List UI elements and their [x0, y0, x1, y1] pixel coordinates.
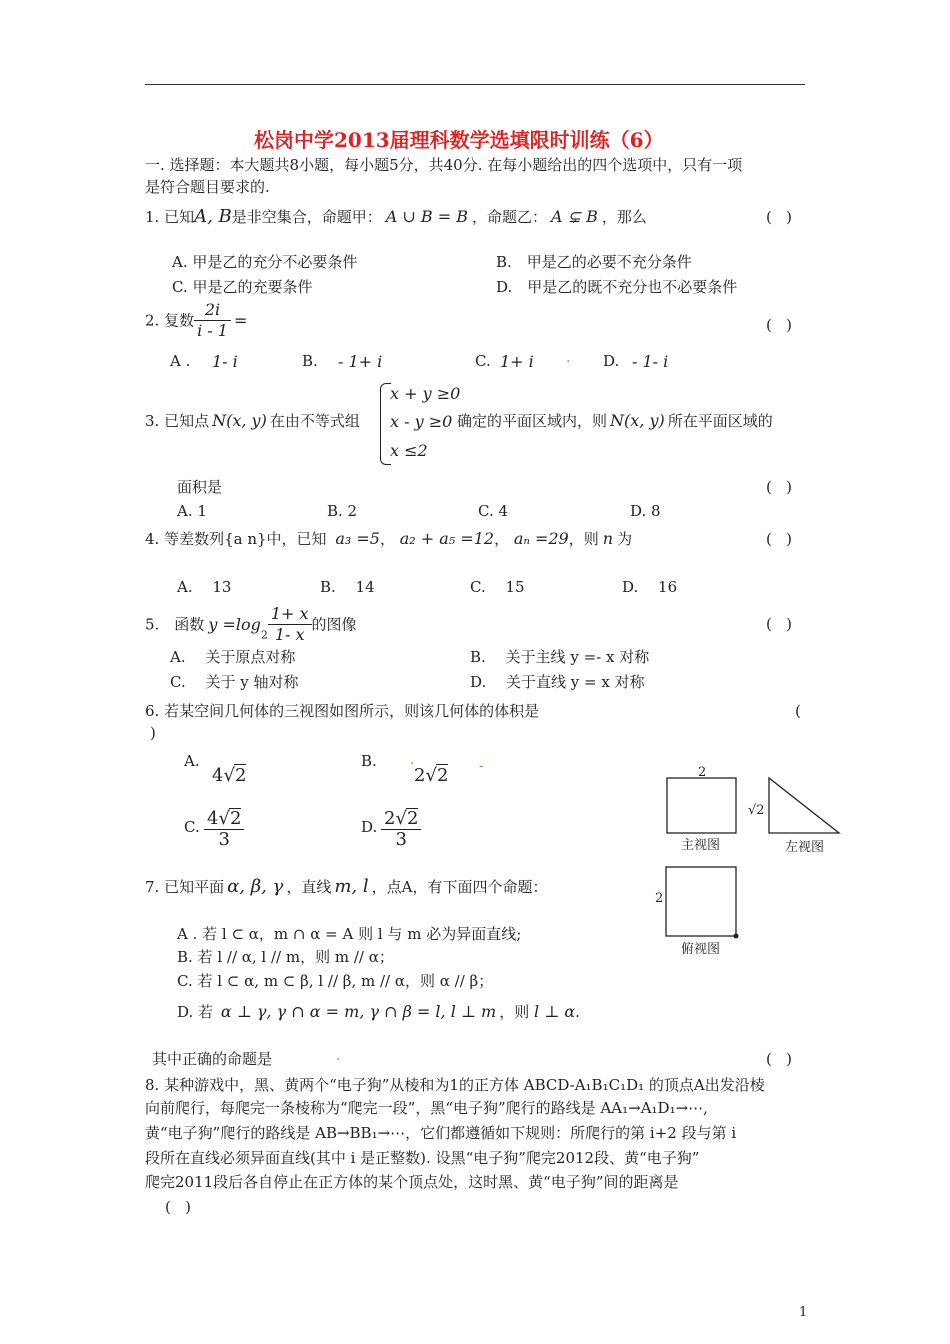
q2-value-c: 1+ i [500, 352, 534, 371]
q2-label-b: B. [302, 352, 318, 370]
q4-option-b: B. 14 [320, 578, 375, 596]
question-1-stem: 1. 已知A, B是非空集合，命题甲： A ∪ B = B ，命题乙： A ⊊ B ，那么 [145, 206, 647, 227]
q7-option-c: C. 若 l ⊂ α, m ⊂ β, l // β, m // α，则 α // β； [177, 972, 494, 990]
front-view-dim: 2 [698, 765, 707, 780]
q6-value-b: 2√2 [414, 765, 449, 786]
q2-label-c: C. [475, 352, 491, 370]
side-view-triangle [769, 778, 839, 833]
page-title: 松岗中学2013届理科数学选填限时训练（6） [254, 128, 664, 152]
q2-label-d: D. [603, 352, 620, 370]
q8-bracket: ( ) [165, 1198, 192, 1216]
q3-option-a: A. 1 [177, 502, 207, 520]
question-2-stem: 2. 复数 $\frac{2i}{i - 1}$ = [145, 300, 248, 340]
q4-option-a: A. 13 [177, 578, 232, 596]
q5-option-c: C. 关于 y 轴对称 [170, 673, 299, 691]
q3-option-d: D. 8 [630, 502, 661, 520]
question-3-stem: 3. 已知点 N(x, y) 在由不等式组 [145, 411, 360, 430]
three-view-figure [640, 760, 850, 960]
stray-dot-c: · [336, 1052, 341, 1068]
top-view-caption: 俯视图 [681, 942, 721, 957]
q6-value-c: $\frac{4√2}{3}$ [204, 808, 244, 850]
stray-dot: · [566, 354, 571, 370]
q6-label-c: C. [184, 818, 200, 836]
q6-bracket-open: ( [795, 702, 801, 720]
question-5-stem: 5. 函数 $y =\log_2$ $\frac{1+ x}{1- x}$ 的图像 [145, 604, 357, 644]
q3-ineq-2: x - y ≥0 [390, 412, 453, 431]
answer-bracket-7: ( ) [766, 1050, 793, 1068]
q2-fraction: $\frac{2i}{i - 1}$ [194, 300, 231, 341]
q8-line-2: 向前爬行，每爬完一条棱称为“爬完一段”，黑“电子狗”爬行的路线是 AA₁→A₁D₁→⋯, [145, 1099, 708, 1117]
q5-option-b: B. 关于主线 y =- x 对称 [470, 648, 650, 666]
answer-bracket-5: ( ) [766, 615, 793, 633]
answer-bracket-2: ( ) [766, 316, 793, 334]
section-intro-line1: 一. 选择题：本大题共8小题，每小题5分，共40分. 在每小题给出的四个选项中，只有一项 [145, 156, 743, 174]
q4-option-d: D. 16 [622, 578, 678, 596]
q1-option-c: C. 甲是乙的充要条件 [172, 278, 313, 296]
front-view-caption: 主视图 [681, 838, 721, 853]
q6-label-a: A. [184, 752, 200, 770]
q6-value-a: 4√2 [212, 765, 247, 786]
answer-bracket-1: ( ) [766, 208, 793, 226]
q7-summary: 其中正确的命题是 [152, 1050, 273, 1068]
header-rule [145, 84, 805, 85]
question-3-line2: 面积是 [177, 478, 223, 496]
section-intro-line2: 是符合题目要求的. [145, 178, 270, 196]
side-view-caption: 左视图 [785, 840, 825, 855]
question-6-stem: 6. 若某空间几何体的三视图如图所示，则该几何体的体积是 [145, 702, 540, 720]
q8-line-5: 爬完2011段后各自停止在正方体的某个顶点处，这时黑、黄“电子狗”间的距离是 [145, 1173, 679, 1191]
q5-option-a: A. 关于原点对称 [170, 648, 296, 666]
q6-label-d: D. [361, 818, 378, 836]
q5-option-d: D. 关于直线 y = x 对称 [470, 673, 645, 691]
question-7-stem: 7. 已知平面 α, β, γ ，直线 m, l ，点A，有下面四个命题： [145, 876, 548, 897]
answer-bracket-3: ( ) [766, 478, 793, 496]
q2-label-a: A . [170, 352, 191, 370]
q3-option-b: B. 2 [327, 502, 358, 520]
q2-value-b: - 1+ i [338, 352, 383, 371]
q8-line-4: 段所在直线必须异面直线(其中 i 是正整数). 设黑“电子狗”爬完2012段、黄“电子狗” [145, 1149, 700, 1167]
q4-option-c: C. 15 [470, 578, 525, 596]
q6-bracket-close: ) [150, 724, 156, 742]
answer-bracket-4: ( ) [766, 530, 793, 548]
q1-option-a: A. 甲是乙的充分不必要条件 [172, 253, 358, 271]
q6-value-d: $\frac{2√2}{3}$ [381, 808, 421, 850]
page-number: 1 [799, 1305, 808, 1320]
question-4-stem: 4. 等差数列{a n}中，已知 a₃ =5， a₂ + a₅ =12， aₙ =29，则 n 为 [145, 529, 633, 548]
q7-option-b: B. 若 l // α, l // m，则 m // α； [177, 948, 394, 966]
q3-option-c: C. 4 [478, 502, 509, 520]
q3-ineq-3: x ≤2 [390, 441, 428, 460]
q7-option-d: D. 若 α ⊥ γ, γ ∩ α = m, γ ∩ β = l, l ⊥ m ，则 l ⊥ α. [177, 1002, 580, 1021]
stray-dot-b: · [410, 756, 415, 772]
q1-option-d: D. 甲是乙的既不充分也不必要条件 [496, 278, 738, 296]
stray-dot-b2: - [479, 758, 484, 774]
vertex-dot [734, 934, 739, 939]
q2-value-d: - 1- i [632, 352, 669, 371]
top-view-dim: 2 [655, 891, 664, 906]
q7-option-a: A . 若 l ⊂ α，m ∩ α = A 则 l 与 m 必为异面直线; [177, 925, 522, 943]
side-view-dim: √2 [748, 803, 765, 818]
top-view-rect [666, 867, 736, 936]
front-view-rect [667, 778, 736, 833]
q8-line-3: 黄“电子狗”爬行的路线是 AB→BB₁→⋯，它们都遵循如下规则：所爬行的第 i+2 段与第 i [145, 1124, 737, 1142]
q2-value-a: 1- i [212, 352, 238, 371]
q8-line-1: 8. 某种游戏中，黑、黄两个“电子狗”从棱和为1的正方体 ABCD-A₁B₁C₁D₁ 的顶点A出发沿棱 [145, 1076, 765, 1094]
q1-option-b: B. 甲是乙的必要不充分条件 [496, 253, 692, 271]
q5-fraction: $\frac{1+ x}{1- x}$ [268, 604, 312, 645]
q3-ineq-1: x + y ≥0 [390, 384, 461, 403]
q6-label-b: B. [361, 752, 377, 770]
question-3-stem-cont: 确定的平面区域内，则 N(x, y) 所在平面区域的 [457, 411, 773, 430]
